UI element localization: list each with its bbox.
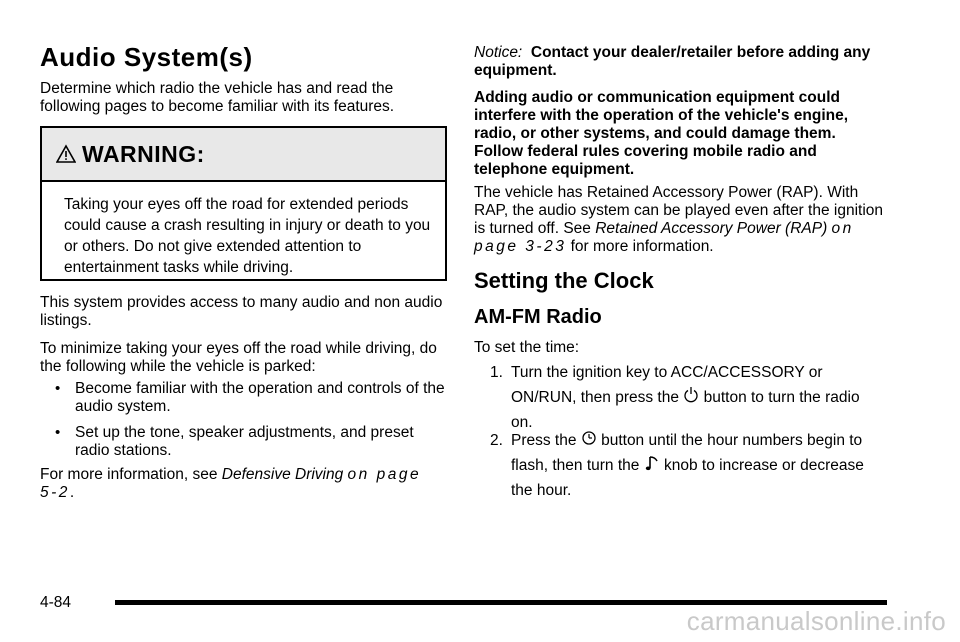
more-info-paragraph: For more information, see Defensive Driving on page 5-2. [40, 466, 422, 501]
step-number: 2. [490, 432, 503, 449]
notice-paragraph: Notice: Contact your dealer/retailer before adding any equipment. [474, 44, 871, 79]
section-heading-clock: Setting the Clock [474, 268, 654, 293]
footer-rule [115, 600, 887, 605]
clock-icon [581, 429, 597, 447]
watermark: carmanualsonline.info [686, 606, 946, 636]
minimize-paragraph: To minimize taking your eyes off the road while driving, do the following while the vehicle is parked: [40, 340, 437, 375]
page-number: 4-84 [40, 594, 72, 611]
page-reference[interactable]: on page 3-23 [474, 220, 854, 255]
bullet-dot-icon: • [55, 424, 61, 441]
power-icon [683, 386, 699, 404]
warning-header [42, 128, 445, 182]
notice-label: Notice: [474, 44, 523, 61]
rap-link[interactable]: Retained Accessory Power (RAP) [595, 220, 828, 237]
tune-music-note-icon [644, 454, 660, 472]
intro-paragraph: Determine which radio the vehicle has and read the following pages to become familiar with its features. [40, 80, 395, 115]
subsection-heading-radio: AM-FM Radio [474, 306, 602, 328]
page-reference[interactable]: on page 5-2 [40, 466, 422, 501]
warning-body: Taking your eyes off the road for extended periods could cause a crash resulting in injury or death to you or others. Do not give extended attention to entertainment tasks while driving. [64, 196, 431, 276]
warning-triangle-icon [56, 144, 76, 164]
bullet-dot-icon: • [55, 380, 61, 397]
step-number: 1. [490, 364, 503, 381]
set-time-label: To set the time: [474, 339, 580, 356]
rap-paragraph: The vehicle has Retained Accessory Power (RAP). With RAP, the audio system can be played even after the ignition is turned off. See Retained Accessory Power (RAP) on page 3-23 for more information. [474, 184, 884, 255]
page-title: Audio System(s) [40, 42, 253, 72]
warning-box [40, 126, 447, 281]
defensive-driving-link[interactable]: Defensive Driving [221, 466, 344, 483]
equipment-warning-paragraph: Adding audio or communication equipment could interfere with the operation of the vehicle's engine, radio, or other systems, and could damage them. Follow federal rules covering mobile radio and telephone equipment. [474, 89, 849, 178]
warning-heading: WARNING: [82, 140, 205, 167]
system-paragraph: This system provides access to many audio and non audio listings. [40, 294, 443, 329]
